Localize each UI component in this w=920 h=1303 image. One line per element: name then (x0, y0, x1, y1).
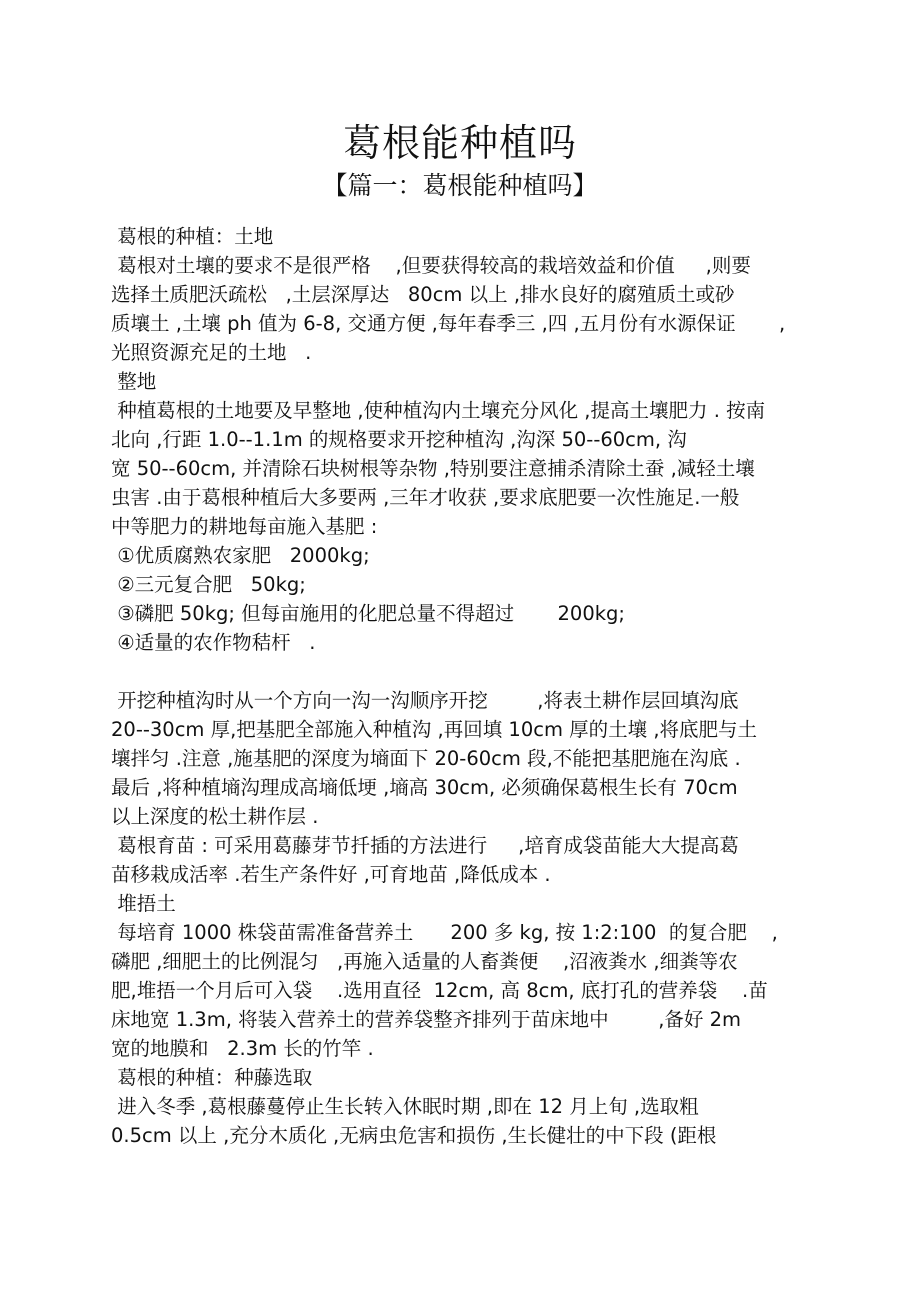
text-line: 开挖种植沟时从一个方向一沟一沟顺序开挖 ,将表土耕作层回填沟底 (111, 689, 739, 712)
text-line: 壤拌匀 .注意 ,施基肥的深度为墒面下 20-60cm 段,不能把基肥施在沟底 . (111, 747, 741, 770)
text-line: 光照资源充足的土地 . (111, 341, 312, 364)
text-line: ①优质腐熟农家肥 2000kg; (111, 544, 370, 567)
text-line: 葛根育苗 : 可采用葛藤芽节扦插的方法进行 ,培育成袋苗能大大提高葛 (111, 834, 739, 857)
text-line: 选择土质肥沃疏松 ,土层深厚达 80cm 以上 ,排水良好的腐殖质土或砂 (111, 283, 735, 306)
text-line: 床地宽 1.3m, 将装入营养土的营养袋整齐排列于苗床地中 ,备好 2m (111, 1008, 741, 1031)
text-line: 葛根的种植：土地 (111, 225, 274, 248)
text-line: 虫害 .由于葛根种植后大多要两 ,三年才收获 ,要求底肥要一次性施足.一般 (111, 486, 740, 509)
text-line: 葛根的种植：种藤选取 (111, 1066, 313, 1089)
text-line: 以上深度的松土耕作层 . (111, 805, 319, 828)
text-line: ②三元复合肥 50kg; (111, 573, 306, 596)
text-line: 宽 50--60cm, 并清除石块树根等杂物 ,特别要注意捕杀清除土蚕 ,减轻土壤 (111, 457, 755, 480)
blank-line (111, 657, 831, 686)
text-line: ③磷肥 50kg; 但每亩施用的化肥总量不得超过 200kg; (111, 602, 625, 625)
text-line: 北向 ,行距 1.0--1.1m 的规格要求开挖种植沟 ,沟深 50--60cm, 沟 (111, 428, 687, 451)
text-line: 最后 ,将种植墒沟理成高墒低埂 ,墒高 30cm, 必须确保葛根生长有 70cm (111, 776, 738, 799)
text-line: ④适量的农作物秸杆 . (111, 631, 316, 654)
text-line: 苗移栽成活率 .若生产条件好 ,可育地苗 ,降低成本 . (111, 863, 551, 886)
text-line: 堆捂土 (111, 892, 176, 915)
text-line: 20--30cm 厚,把基肥全部施入种植沟 ,再回填 10cm 厚的土壤 ,将底肥与土 (111, 718, 758, 741)
text-line: 种植葛根的土地要及早整地 ,使种植沟内土壤充分风化 ,提高土壤肥力 . 按南 (111, 399, 766, 422)
text-line: 葛根对土壤的要求不是很严格 ,但要获得较高的栽培效益和价值 ,则要 (111, 254, 751, 277)
text-line: 质壤土 ,土壤 ph 值为 6-8, 交通方便 ,每年春季三 ,四 ,五月份有水源保证 , (111, 312, 786, 335)
text-line: 0.5cm 以上 ,充分木质化 ,无病虫危害和损伤 ,生长健壮的中下段 (距根 (111, 1124, 717, 1147)
text-line: 中等肥力的耕地每亩施入基肥 : (111, 515, 378, 538)
text-line: 进入冬季 ,葛根藤蔓停止生长转入休眠时期 ,即在 12 月上旬 ,选取粗 (111, 1095, 699, 1118)
text-line: 整地 (111, 370, 157, 393)
document-subtitle: 【篇一：葛根能种植吗】 (322, 171, 598, 200)
document-title: 葛根能种植吗 (342, 121, 577, 165)
text-line: 肥,堆捂一个月后可入袋 .选用直径 12cm, 高 8cm, 底打孔的营养袋 .苗 (111, 979, 768, 1002)
text-line: 每培育 1000 株袋苗需准备营养土 200 多 kg, 按 1:2:100 的复合肥 , (111, 921, 778, 944)
document-body (111, 222, 831, 1150)
text-line: 磷肥 ,细肥土的比例混匀 ,再施入适量的人畜粪便 ,沼液粪水 ,细粪等农 (111, 950, 738, 973)
text-line: 宽的地膜和 2.3m 长的竹竿 . (111, 1037, 374, 1060)
